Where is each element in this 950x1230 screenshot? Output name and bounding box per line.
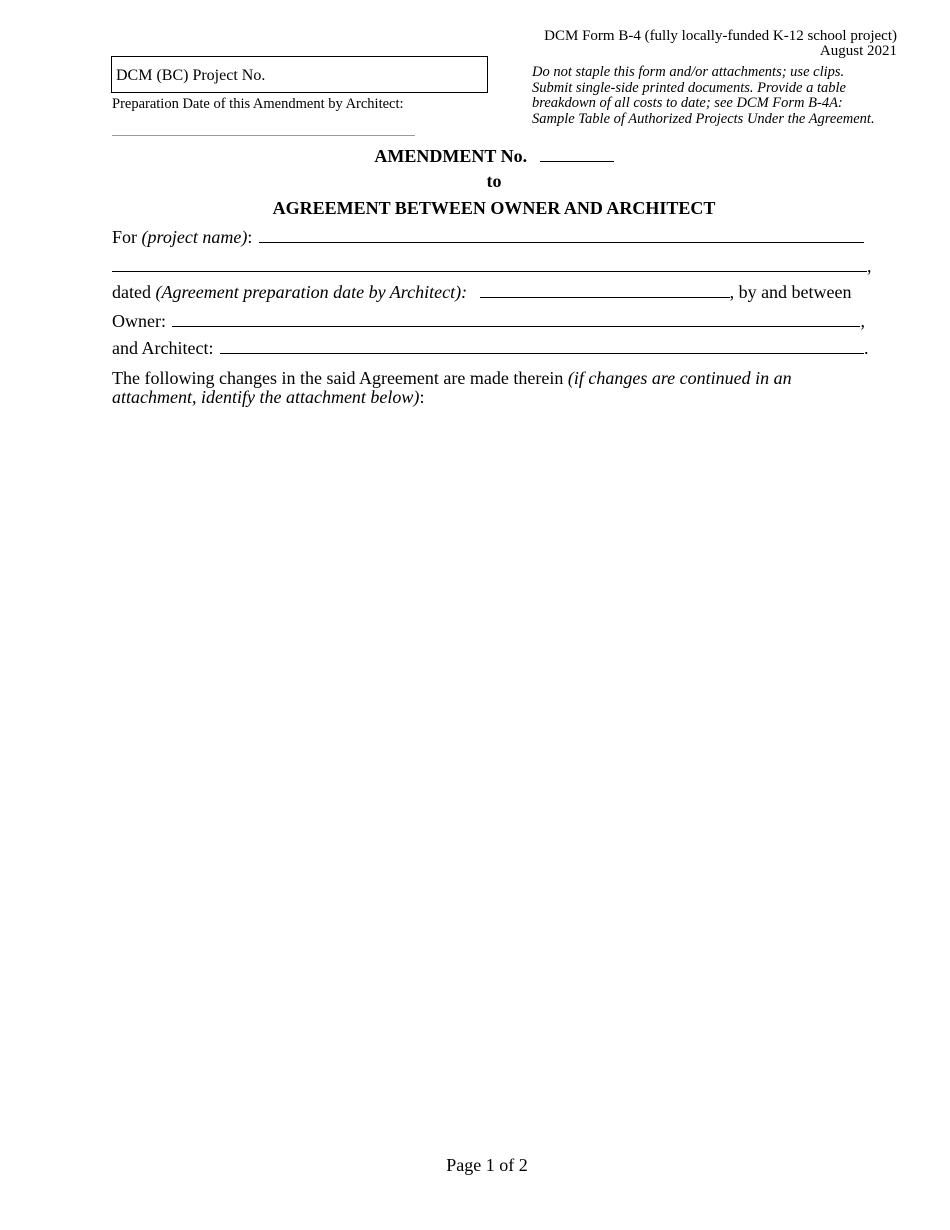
form-date: August 2021 <box>819 43 897 59</box>
project-name-field[interactable] <box>259 227 864 243</box>
instruction-line: Do not staple this form and/or attachments; use clips. <box>532 64 845 80</box>
preparation-date-label: Preparation Date of this Amendment by Architect: <box>112 96 404 112</box>
project-name-row <box>112 227 864 247</box>
changes-paragraph <box>112 369 872 407</box>
amendment-number-field[interactable] <box>540 146 614 162</box>
instructions <box>532 65 902 127</box>
form-id: DCM Form B-4 (fully locally-funded K-12 school project) <box>544 28 897 44</box>
instruction-line: Submit single-side printed documents. Provide a table <box>532 79 846 96</box>
preparation-date-field[interactable] <box>112 135 415 136</box>
project-name-hint: (project name) <box>141 227 248 247</box>
architect-row <box>112 338 868 358</box>
instruction-line: breakdown of all costs to date; see DCM Form B-4A: <box>532 95 843 111</box>
owner-row <box>112 311 865 331</box>
agreement-title: AGREEMENT BETWEEN OWNER AND ARCHITECT <box>272 198 716 218</box>
owner-field[interactable] <box>172 311 860 327</box>
dated-suffix: , by and between <box>729 282 852 302</box>
for-prefix: For <box>112 227 142 247</box>
amendment-label: AMENDMENT No. <box>374 146 528 166</box>
amendment-title <box>0 146 950 167</box>
changes-text: The following changes in the said Agreement are made therein <box>112 368 568 388</box>
form-header <box>470 29 897 59</box>
dated-prefix: dated <box>112 282 156 302</box>
owner-label: Owner: <box>112 311 166 331</box>
page-number: Page 1 of 2 <box>446 1155 528 1175</box>
dated-row <box>112 282 852 302</box>
period: . <box>863 338 869 358</box>
project-name-field-2[interactable] <box>112 256 867 272</box>
instruction-line: Sample Table of Authorized Projects Under the Agreement. <box>532 110 875 127</box>
architect-field[interactable] <box>220 338 864 354</box>
project-number-field[interactable] <box>111 56 488 93</box>
architect-label: and Architect: <box>112 338 214 358</box>
comma: , <box>867 256 872 276</box>
agreement-date-field[interactable] <box>480 282 730 298</box>
colon: : <box>247 227 253 247</box>
title-to: to <box>486 171 502 191</box>
project-name-continuation <box>112 256 872 276</box>
changes-suffix: : <box>419 387 425 407</box>
changes-hint: (if changes are continued in an attachment, identify the attachment below) <box>112 368 792 407</box>
dated-hint: (Agreement preparation date by Architect): <box>155 282 468 302</box>
comma: , <box>860 311 865 331</box>
project-number-label: DCM (BC) Project No. <box>116 67 266 84</box>
